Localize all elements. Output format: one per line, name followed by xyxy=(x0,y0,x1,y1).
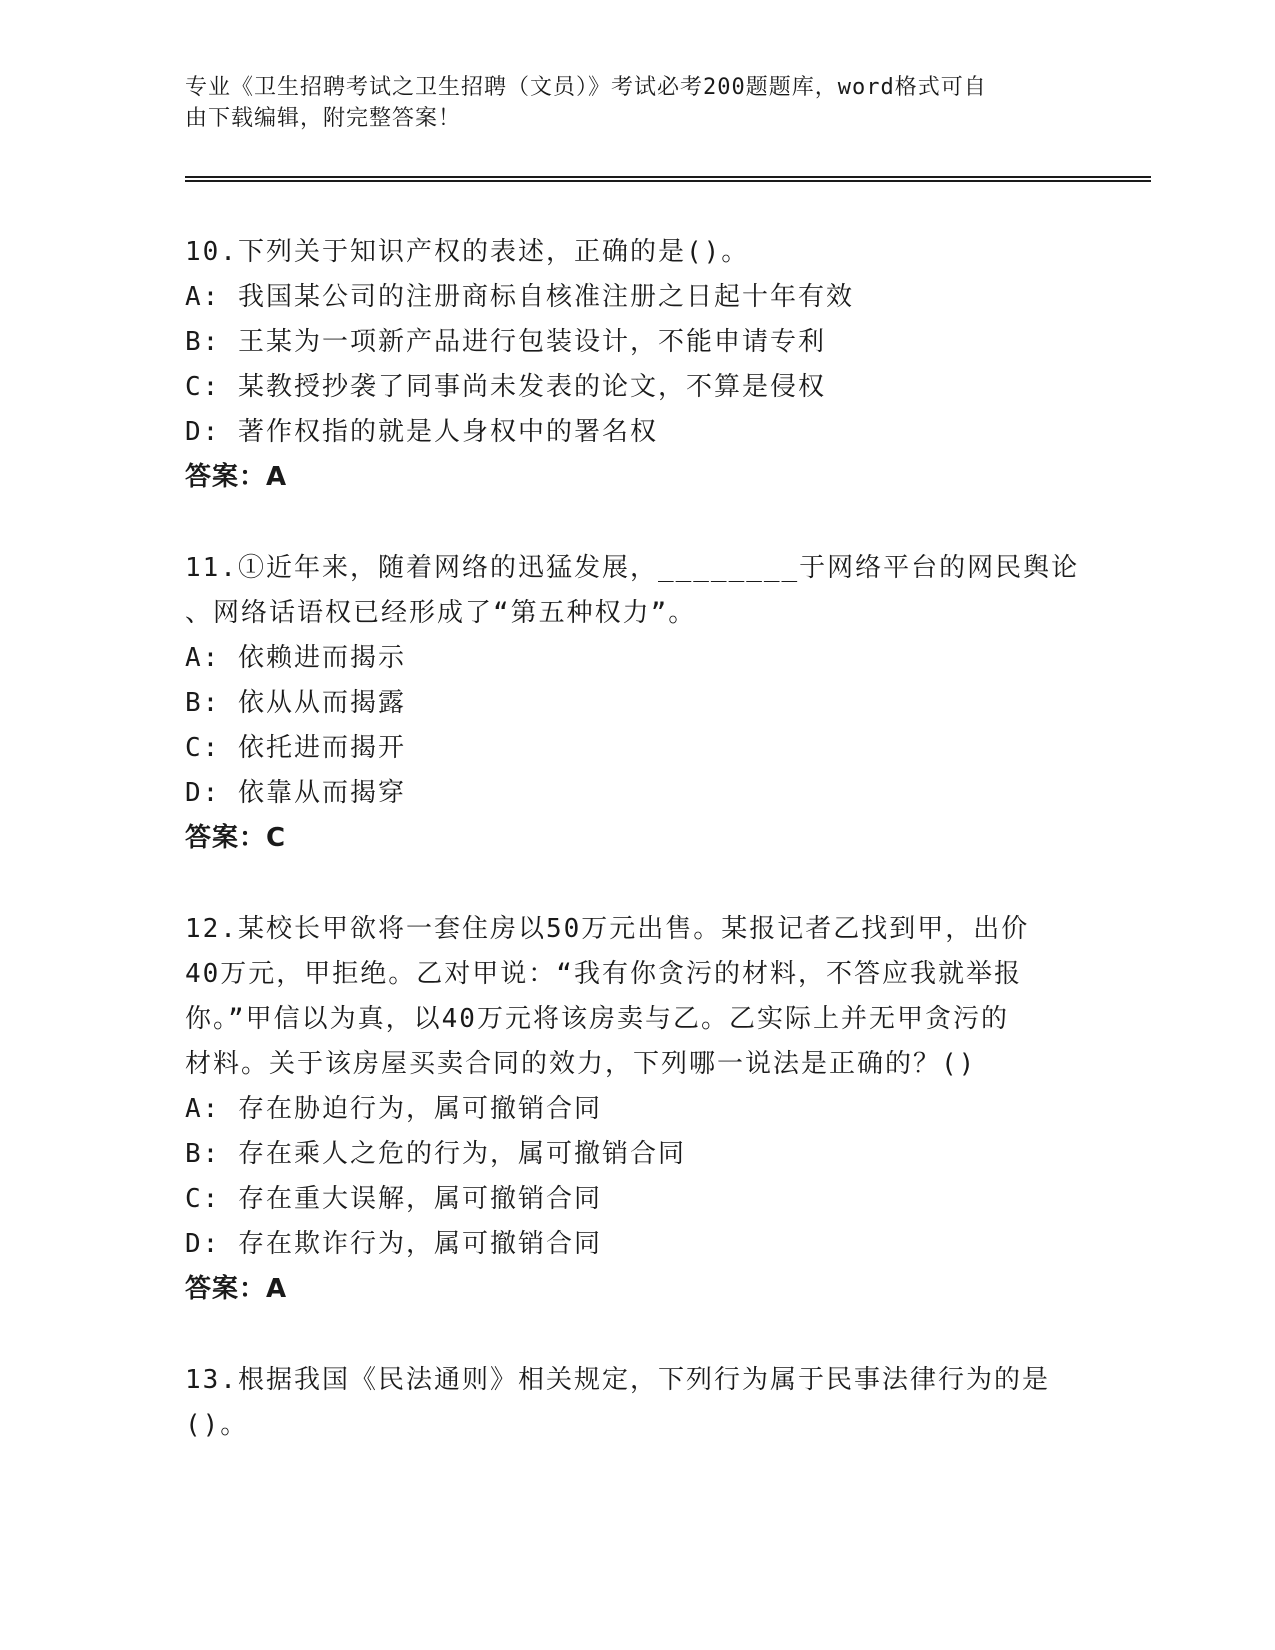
option-a: A: 依赖进而揭示 xyxy=(185,643,406,673)
option-b: B: 王某为一项新产品进行包装设计，不能申请专利 xyxy=(185,327,826,357)
document-header xyxy=(185,72,1065,134)
question-list xyxy=(185,230,1085,1494)
question-text: 11.①近年来，随着网络的迅猛发展，________于网络平台的网民舆论 xyxy=(185,553,1080,583)
header-line-2: 由下载编辑，附完整答案！ xyxy=(185,106,462,131)
option-d: D: 存在欺诈行为，属可撤销合同 xyxy=(185,1229,602,1259)
question-text: 、网络话语权已经形成了“第五种权力”。 xyxy=(185,598,697,628)
question-text: 13.根据我国《民法通则》相关规定，下列行为属于民事法律行为的是 xyxy=(185,1365,1050,1395)
question-text: 10.下列关于知识产权的表述，正确的是()。 xyxy=(185,237,750,267)
option-c: C: 依托进而揭开 xyxy=(185,733,406,763)
question-text: 40万元，甲拒绝。乙对甲说：“我有你贪污的材料，不答应我就举报 xyxy=(185,959,1022,989)
header-line-1: 专业《卫生招聘考试之卫生招聘（文员）》考试必考200题题库，word格式可自 xyxy=(185,75,987,100)
question-13 xyxy=(185,1358,1085,1448)
question-text: ()。 xyxy=(185,1410,249,1440)
option-b: B: 存在乘人之危的行为，属可撤销合同 xyxy=(185,1139,686,1169)
option-b: B: 依从从而揭露 xyxy=(185,688,406,718)
question-text: 材料。关于该房屋买卖合同的效力，下列哪一说法是正确的？() xyxy=(185,1049,977,1079)
option-c: C: 某教授抄袭了同事尚未发表的论文，不算是侵权 xyxy=(185,372,826,402)
option-d: D: 著作权指的就是人身权中的署名权 xyxy=(185,417,658,447)
option-c: C: 存在重大误解，属可撤销合同 xyxy=(185,1184,602,1214)
question-12 xyxy=(185,907,1085,1312)
answer: 答案：C xyxy=(185,823,287,853)
option-a: A: 存在胁迫行为，属可撤销合同 xyxy=(185,1094,602,1124)
question-text: 12.某校长甲欲将一套住房以50万元出售。某报记者乙找到甲，出价 xyxy=(185,914,1030,944)
option-a: A: 我国某公司的注册商标自核准注册之日起十年有效 xyxy=(185,282,854,312)
answer: 答案：A xyxy=(185,462,288,492)
header-divider xyxy=(185,176,1151,182)
answer: 答案：A xyxy=(185,1274,288,1304)
option-d: D: 依靠从而揭穿 xyxy=(185,778,406,808)
question-text: 你。”甲信以为真，以40万元将该房卖与乙。乙实际上并无甲贪污的 xyxy=(185,1004,1009,1034)
question-11 xyxy=(185,546,1085,861)
question-10 xyxy=(185,230,1085,500)
